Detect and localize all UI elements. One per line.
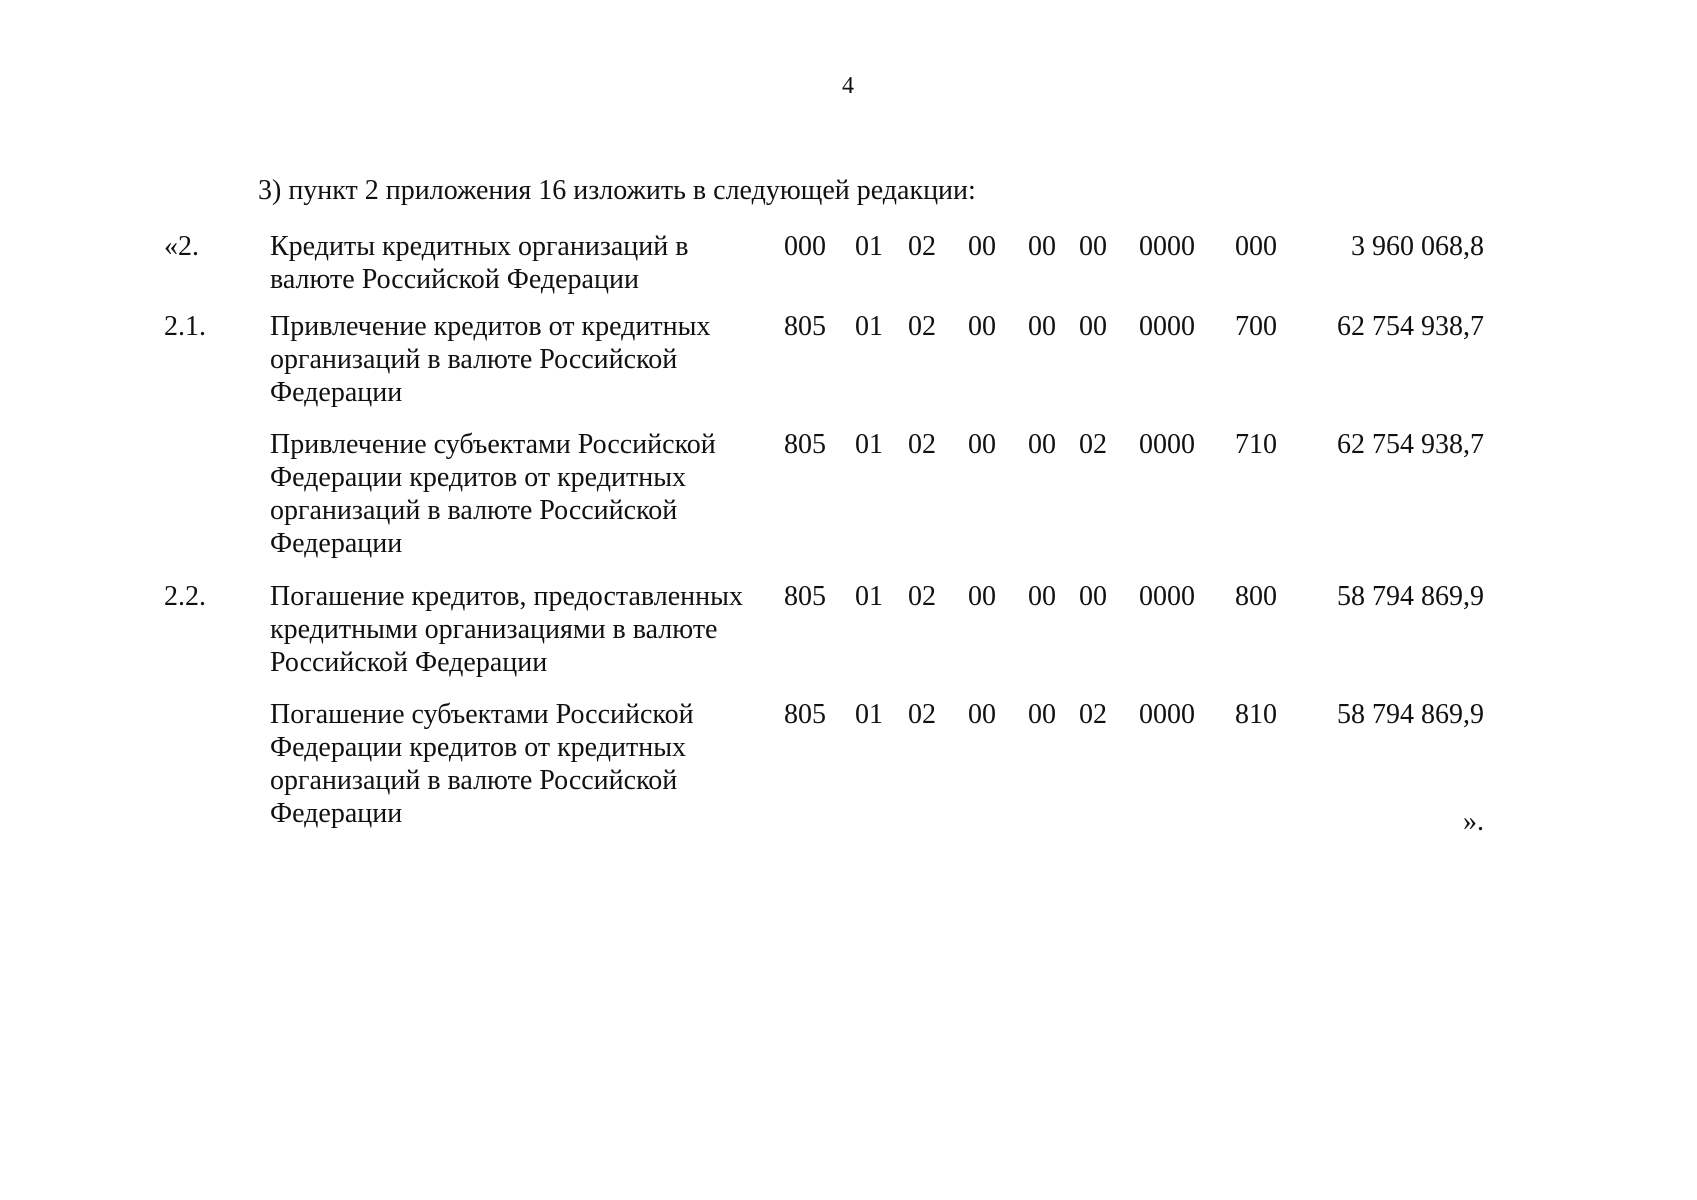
code-program: 0000 [1139,699,1195,730]
code-admin: 805 [784,311,826,342]
table-row [164,580,1484,698]
row-number: 2.2. [164,581,206,612]
row-description: Привлечение кредитов от кредитных организаций в валюте Российской Федерации [270,311,711,408]
code-article: 00 [968,581,996,612]
row-amount: 58 794 869,9 [1337,581,1484,612]
code-subarticle: 00 [1028,311,1056,342]
row-number: 2.1. [164,311,206,342]
code-program: 0000 [1139,311,1195,342]
code-group: 01 [855,429,883,460]
row-amount: 58 794 869,9 [1337,699,1484,730]
code-element: 00 [1079,581,1107,612]
code-article: 00 [968,231,996,262]
table-row [164,310,1484,428]
row-number: «2. [164,231,199,262]
table-row [164,428,1484,580]
code-subarticle: 00 [1028,581,1056,612]
code-article: 00 [968,699,996,730]
code-admin: 805 [784,429,826,460]
row-amount: 62 754 938,7 [1337,429,1484,460]
code-program: 0000 [1139,231,1195,262]
row-description: Кредиты кредитных организаций в валюте Российской Федерации [270,231,689,295]
row-amount: 3 960 068,8 [1351,231,1484,262]
code-kosgu: 000 [1235,231,1277,262]
row-amount: 62 754 938,7 [1337,311,1484,342]
code-kosgu: 710 [1235,429,1277,460]
code-kosgu: 810 [1235,699,1277,730]
code-admin: 805 [784,699,826,730]
amendment-intro: 3) пункт 2 приложения 16 изложить в следующей редакции: [258,175,976,206]
code-kosgu: 700 [1235,311,1277,342]
code-subgroup: 02 [908,429,936,460]
code-element: 02 [1079,699,1107,730]
code-program: 0000 [1139,429,1195,460]
code-article: 00 [968,311,996,342]
table-row [164,698,1484,838]
code-element: 00 [1079,231,1107,262]
row-description: Привлечение субъектами Российской Федерации кредитов от кредитных организаций в валюте Российской Федерации [270,429,716,559]
code-program: 0000 [1139,581,1195,612]
closing-quote-mark: ». [1463,806,1484,837]
code-group: 01 [855,311,883,342]
code-group: 01 [855,581,883,612]
row-description: Погашение кредитов, предоставленных кредитными организациями в валюте Российской Федерации [270,581,743,678]
table-row [164,230,1484,310]
code-element: 02 [1079,429,1107,460]
code-element: 00 [1079,311,1107,342]
code-subarticle: 00 [1028,699,1056,730]
page-number: 4 [842,73,854,99]
code-group: 01 [855,699,883,730]
code-admin: 000 [784,231,826,262]
budget-sources-table [164,230,1484,838]
code-admin: 805 [784,581,826,612]
code-subgroup: 02 [908,581,936,612]
row-description: Погашение субъектами Российской Федерации кредитов от кредитных организаций в валюте Российской Федерации [270,699,694,829]
code-group: 01 [855,231,883,262]
code-subarticle: 00 [1028,429,1056,460]
code-subgroup: 02 [908,311,936,342]
code-subgroup: 02 [908,699,936,730]
code-kosgu: 800 [1235,581,1277,612]
code-article: 00 [968,429,996,460]
code-subgroup: 02 [908,231,936,262]
code-subarticle: 00 [1028,231,1056,262]
